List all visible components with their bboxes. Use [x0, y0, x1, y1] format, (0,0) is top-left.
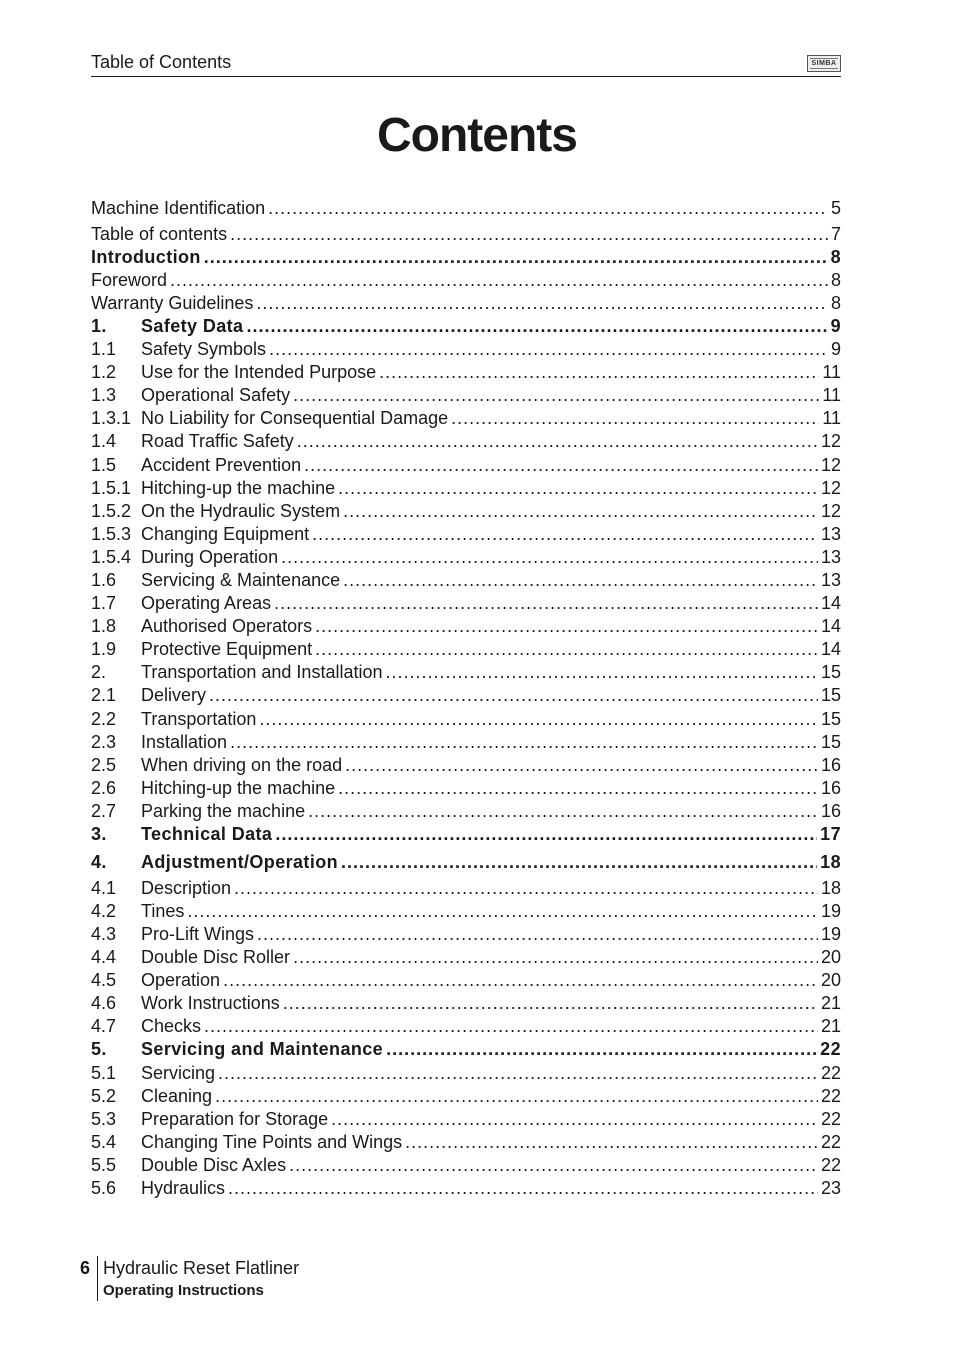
- toc-entry[interactable]: [91, 754, 841, 776]
- toc-entry-number: 4.1: [91, 878, 117, 898]
- toc-dot-leader: [341, 851, 817, 873]
- toc-entry-page: 14: [820, 593, 841, 613]
- toc-entry-page: 8: [830, 293, 841, 313]
- toc-entry-label: Work Instructions: [141, 993, 280, 1013]
- footer-divider: [97, 1256, 98, 1301]
- toc-entry-number: 5.1: [91, 1063, 117, 1083]
- toc-entry-label: Adjustment/Operation: [141, 852, 339, 872]
- toc-dot-leader: [293, 946, 818, 968]
- toc-entry[interactable]: [91, 546, 841, 568]
- toc-entry-number: 1.3.1: [91, 408, 132, 428]
- toc-entry-page: 15: [820, 732, 841, 752]
- toc-dot-leader: [246, 315, 827, 337]
- toc-entry[interactable]: [91, 223, 841, 245]
- toc-entry-number: 1.8: [91, 616, 117, 636]
- toc-entry[interactable]: [91, 523, 841, 545]
- toc-entry-label: Delivery: [141, 685, 207, 705]
- toc-entry[interactable]: [91, 969, 841, 991]
- toc-dot-leader: [269, 338, 828, 360]
- toc-entry-label: Accident Prevention: [141, 455, 302, 475]
- toc-entry-label: Cleaning: [141, 1086, 213, 1106]
- toc-entry-label: Tines: [141, 901, 185, 921]
- toc-entry-label: Operation: [141, 970, 221, 990]
- toc-entry[interactable]: [91, 407, 841, 429]
- toc-entry[interactable]: [91, 877, 841, 899]
- toc-entry[interactable]: [91, 731, 841, 753]
- toc-entry-number: 2.3: [91, 732, 117, 752]
- toc-dot-leader: [274, 592, 818, 614]
- toc-entry-page: 12: [820, 501, 841, 521]
- toc-entry-page: 22: [820, 1132, 841, 1152]
- toc-entry-page: 13: [820, 524, 841, 544]
- toc-entry-label: Installation: [141, 732, 228, 752]
- toc-entry-number: 1.6: [91, 570, 117, 590]
- toc-entry-label: Foreword: [91, 270, 168, 290]
- toc-entry-label: Technical Data: [141, 824, 273, 844]
- toc-entry-number: 3.: [91, 824, 107, 844]
- toc-entry-label: Protective Equipment: [141, 639, 313, 659]
- toc-entry-number: 4.6: [91, 993, 117, 1013]
- toc-entry-label: Parking the machine: [141, 801, 306, 821]
- toc-entry-label: Warranty Guidelines: [91, 293, 254, 313]
- toc-dot-leader: [218, 1062, 818, 1084]
- toc-entry-label: Authorised Operators: [141, 616, 313, 636]
- toc-entry-label: Changing Tine Points and Wings: [141, 1132, 403, 1152]
- toc-entry[interactable]: [91, 800, 841, 822]
- toc-dot-leader: [343, 569, 818, 591]
- toc-dot-leader: [187, 900, 818, 922]
- toc-entry-page: 20: [820, 970, 841, 990]
- toc-dot-leader: [297, 430, 818, 452]
- toc-dot-leader: [315, 638, 818, 660]
- toc-dot-leader: [256, 292, 828, 314]
- toc-entry-page: 8: [830, 247, 841, 267]
- toc-dot-leader: [275, 823, 817, 845]
- toc-entry-page: 22: [820, 1063, 841, 1083]
- toc-entry-page: 13: [820, 547, 841, 567]
- toc-entry-page: 11: [822, 385, 841, 405]
- toc-entry[interactable]: [91, 292, 841, 314]
- toc-dot-leader: [308, 800, 818, 822]
- toc-entry-number: 5.3: [91, 1109, 117, 1129]
- toc-entry-number: 2.6: [91, 778, 117, 798]
- toc-entry-number: 5.6: [91, 1178, 117, 1198]
- toc-entry[interactable]: [91, 661, 841, 683]
- toc-entry-number: 5.2: [91, 1086, 117, 1106]
- toc-entry[interactable]: [91, 500, 841, 522]
- toc-dot-leader: [345, 754, 818, 776]
- toc-entry-label: Safety Symbols: [141, 339, 267, 359]
- toc-entry[interactable]: [91, 946, 841, 968]
- toc-entry[interactable]: [91, 1177, 841, 1199]
- toc-entry-number: 2.7: [91, 801, 117, 821]
- toc-dot-leader: [331, 1108, 818, 1130]
- toc-dot-leader: [204, 246, 828, 268]
- toc-entry-label: Operational Safety: [141, 385, 291, 405]
- toc-entry[interactable]: [91, 638, 841, 660]
- toc-entry-number: 1.: [91, 316, 107, 336]
- toc-dot-leader: [385, 661, 817, 683]
- toc-entry-label: Description: [141, 878, 232, 898]
- toc-entry[interactable]: [91, 1108, 841, 1130]
- table-of-contents: [91, 0, 841, 1351]
- toc-dot-leader: [170, 269, 828, 291]
- toc-entry-number: 4.7: [91, 1016, 117, 1036]
- toc-entry-page: 12: [820, 455, 841, 475]
- toc-entry-page: 22: [820, 1109, 841, 1129]
- toc-dot-leader: [257, 923, 818, 945]
- toc-entry-page: 17: [820, 824, 841, 844]
- toc-dot-leader: [451, 407, 819, 429]
- toc-dot-leader: [315, 615, 818, 637]
- toc-dot-leader: [259, 708, 818, 730]
- toc-entry-label: Servicing & Maintenance: [141, 570, 341, 590]
- toc-entry[interactable]: [91, 992, 841, 1014]
- toc-entry[interactable]: [91, 384, 841, 406]
- toc-entry-number: 4.2: [91, 901, 117, 921]
- toc-dot-leader: [281, 546, 818, 568]
- toc-entry-page: 14: [820, 616, 841, 636]
- toc-entry-number: 5.5: [91, 1155, 117, 1175]
- toc-entry[interactable]: [91, 851, 841, 873]
- toc-dot-leader: [293, 384, 819, 406]
- toc-dot-leader: [268, 197, 828, 219]
- toc-dot-leader: [223, 969, 818, 991]
- toc-dot-leader: [338, 477, 818, 499]
- toc-entry-page: 18: [820, 878, 841, 898]
- toc-dot-leader: [312, 523, 818, 545]
- toc-dot-leader: [379, 361, 819, 383]
- toc-dot-leader: [304, 454, 818, 476]
- toc-entry-label: Hitching-up the machine: [141, 778, 336, 798]
- toc-entry-number: 2.2: [91, 709, 117, 729]
- toc-dot-leader: [338, 777, 818, 799]
- toc-entry-page: 16: [820, 778, 841, 798]
- toc-dot-leader: [283, 992, 818, 1014]
- toc-entry-page: 21: [820, 1016, 841, 1036]
- toc-entry-label: Safety Data: [141, 316, 244, 336]
- toc-dot-leader: [234, 877, 818, 899]
- toc-entry-label: Changing Equipment: [141, 524, 310, 544]
- toc-entry-label: Introduction: [91, 247, 201, 267]
- toc-entry-number: 1.1: [91, 339, 117, 359]
- toc-entry-number: 1.2: [91, 362, 117, 382]
- toc-entry-page: 9: [830, 339, 841, 359]
- toc-entry-page: 22: [820, 1086, 841, 1106]
- toc-entry[interactable]: [91, 454, 841, 476]
- page-number: 6: [80, 1258, 91, 1278]
- toc-entry-page: 15: [820, 709, 841, 729]
- toc-entry-page: 5: [830, 198, 841, 218]
- toc-entry-label: Hydraulics: [141, 1178, 226, 1198]
- toc-entry-number: 4.4: [91, 947, 117, 967]
- toc-dot-leader: [343, 500, 818, 522]
- toc-entry[interactable]: [91, 777, 841, 799]
- toc-entry-label: Pro-Lift Wings: [141, 924, 255, 944]
- toc-entry-page: 8: [830, 270, 841, 290]
- toc-entry[interactable]: [91, 823, 841, 845]
- toc-entry-page: 13: [820, 570, 841, 590]
- toc-entry[interactable]: [91, 246, 841, 268]
- toc-entry[interactable]: [91, 1085, 841, 1107]
- toc-entry-label: Transportation and Installation: [141, 662, 383, 682]
- toc-entry-page: 23: [820, 1178, 841, 1198]
- toc-dot-leader: [230, 223, 828, 245]
- toc-entry[interactable]: [91, 1154, 841, 1176]
- toc-entry-number: 1.3: [91, 385, 117, 405]
- toc-dot-leader: [386, 1038, 817, 1060]
- toc-entry-label: During Operation: [141, 547, 279, 567]
- toc-dot-leader: [405, 1131, 818, 1153]
- toc-entry[interactable]: [91, 315, 841, 337]
- toc-entry-page: 20: [820, 947, 841, 967]
- toc-entry-number: 4.3: [91, 924, 117, 944]
- toc-entry[interactable]: [91, 1038, 841, 1060]
- toc-dot-leader: [204, 1015, 818, 1037]
- toc-entry-number: 4.5: [91, 970, 117, 990]
- toc-entry[interactable]: [91, 269, 841, 291]
- toc-dot-leader: [228, 1177, 818, 1199]
- toc-entry[interactable]: [91, 684, 841, 706]
- toc-entry-page: 21: [820, 993, 841, 1013]
- toc-entry-label: Machine Identification: [91, 198, 266, 218]
- toc-entry[interactable]: [91, 430, 841, 452]
- document-title: Contents: [377, 109, 577, 162]
- toc-entry-page: 12: [820, 478, 841, 498]
- toc-entry-page: 16: [820, 755, 841, 775]
- toc-entry-page: 15: [820, 662, 841, 682]
- toc-entry-page: 12: [820, 431, 841, 451]
- toc-entry-label: Double Disc Axles: [141, 1155, 287, 1175]
- toc-entry[interactable]: [91, 592, 841, 614]
- toc-entry-number: 1.7: [91, 593, 117, 613]
- toc-entry-label: Use for the Intended Purpose: [141, 362, 377, 382]
- toc-entry-page: 22: [820, 1155, 841, 1175]
- toc-entry[interactable]: [91, 615, 841, 637]
- toc-entry[interactable]: [91, 1131, 841, 1153]
- toc-entry-page: 19: [820, 901, 841, 921]
- toc-entry[interactable]: [91, 338, 841, 360]
- toc-entry[interactable]: [91, 1015, 841, 1037]
- toc-entry-label: No Liability for Consequential Damage: [141, 408, 449, 428]
- toc-dot-leader: [289, 1154, 818, 1176]
- footer-subtitle: Operating Instructions: [103, 1282, 264, 1299]
- toc-entry-page: 11: [822, 408, 841, 428]
- toc-entry-page: 15: [820, 685, 841, 705]
- toc-entry-number: 1.5.3: [91, 524, 132, 544]
- simba-logo: SIMBA: [807, 55, 841, 72]
- toc-entry-page: 9: [830, 316, 841, 336]
- toc-entry-page: 22: [820, 1039, 841, 1059]
- toc-entry-number: 2.5: [91, 755, 117, 775]
- toc-entry-page: 18: [820, 852, 841, 872]
- header-title: Table of Contents: [91, 52, 232, 72]
- toc-entry-page: 16: [820, 801, 841, 821]
- toc-dot-leader: [215, 1085, 818, 1107]
- toc-entry-label: When driving on the road: [141, 755, 343, 775]
- toc-entry[interactable]: [91, 477, 841, 499]
- toc-entry-number: 1.5.1: [91, 478, 132, 498]
- toc-entry-number: 1.5.4: [91, 547, 132, 567]
- toc-entry[interactable]: [91, 923, 841, 945]
- toc-entry-label: Road Traffic Safety: [141, 431, 294, 451]
- toc-entry-label: Operating Areas: [141, 593, 272, 613]
- toc-dot-leader: [209, 684, 818, 706]
- toc-entry-number: 5.4: [91, 1132, 117, 1152]
- toc-entry[interactable]: [91, 197, 841, 219]
- toc-entry[interactable]: [91, 900, 841, 922]
- toc-entry[interactable]: [91, 1062, 841, 1084]
- toc-entry[interactable]: [91, 708, 841, 730]
- toc-entry-label: Preparation for Storage: [141, 1109, 329, 1129]
- toc-entry-label: Servicing and Maintenance: [141, 1039, 384, 1059]
- toc-entry-page: 19: [820, 924, 841, 944]
- toc-entry-number: 1.9: [91, 639, 117, 659]
- toc-entry[interactable]: [91, 361, 841, 383]
- toc-entry-label: Checks: [141, 1016, 202, 1036]
- footer-title: Hydraulic Reset Flatliner: [103, 1258, 300, 1278]
- toc-entry-number: 1.5: [91, 455, 117, 475]
- toc-entry-label: Table of contents: [91, 224, 228, 244]
- toc-entry-number: 1.5.2: [91, 501, 132, 521]
- toc-entry-label: Transportation: [141, 709, 257, 729]
- toc-entry-page: 14: [820, 639, 841, 659]
- toc-entry-label: On the Hydraulic System: [141, 501, 341, 521]
- toc-entry-number: 5.: [91, 1039, 107, 1059]
- toc-entry-label: Double Disc Roller: [141, 947, 291, 967]
- toc-entry-number: 2.1: [91, 685, 117, 705]
- toc-entry-page: 11: [822, 362, 841, 382]
- toc-entry[interactable]: [91, 569, 841, 591]
- toc-entry-page: 7: [830, 224, 841, 244]
- toc-entry-number: 1.4: [91, 431, 117, 451]
- toc-entry-number: 2.: [91, 662, 107, 682]
- toc-entry-number: 4.: [91, 852, 107, 872]
- toc-dot-leader: [230, 731, 818, 753]
- toc-entry-label: Hitching-up the machine: [141, 478, 336, 498]
- toc-entry-label: Servicing: [141, 1063, 216, 1083]
